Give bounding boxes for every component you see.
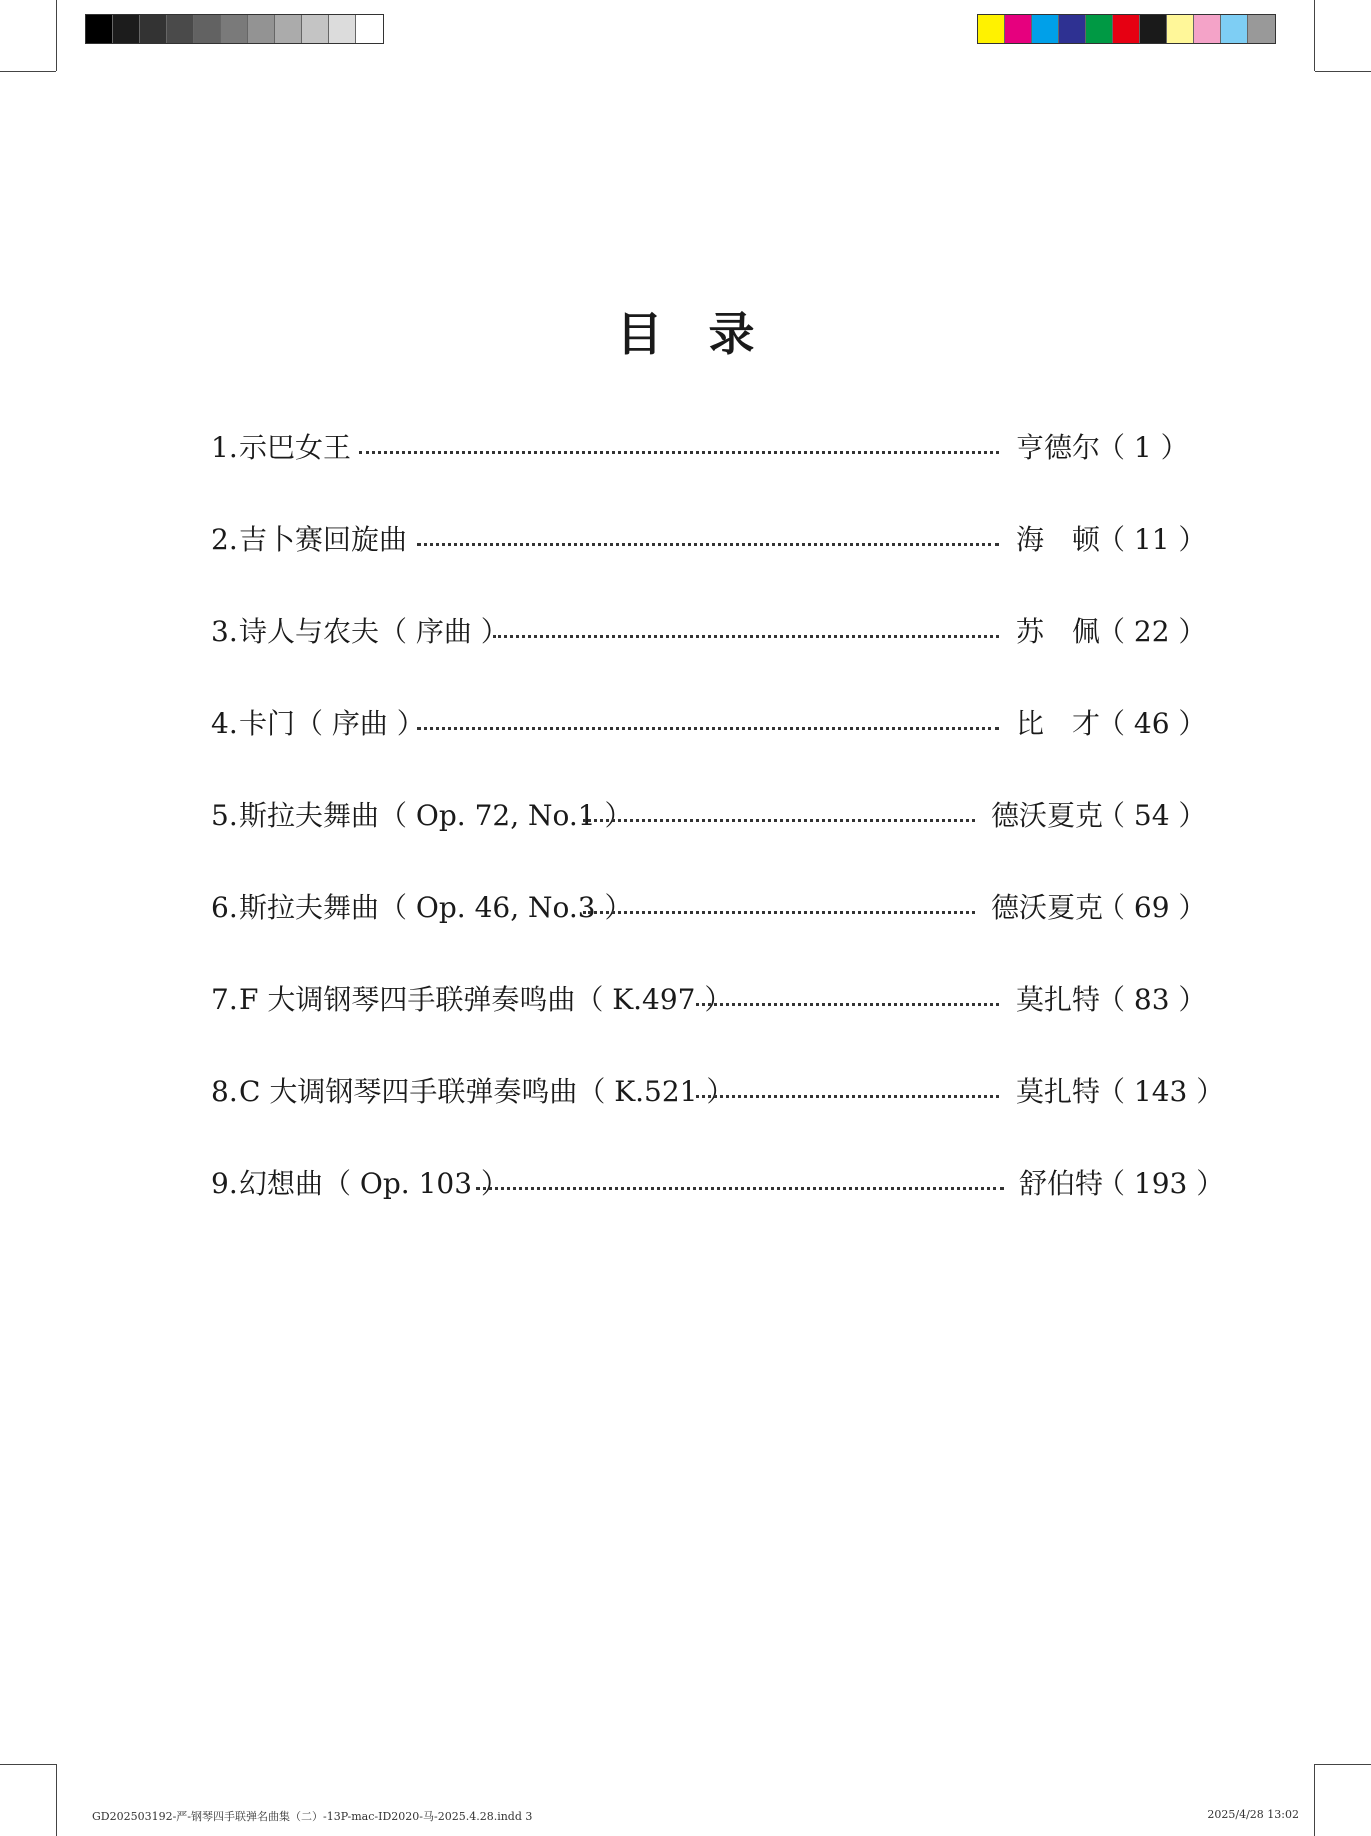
toc-number: 7. xyxy=(211,983,238,1016)
color-swatch xyxy=(1194,15,1221,43)
footer-timestamp: 2025/4/28 13:02 xyxy=(1207,1808,1299,1821)
toc-composer: 莫扎特 xyxy=(1016,1075,1101,1108)
toc-title: 诗人与农夫（ 序曲 ） xyxy=(239,615,509,648)
table-of-contents xyxy=(211,418,1225,1246)
color-swatch xyxy=(1032,15,1059,43)
color-swatch xyxy=(167,15,194,43)
toc-title: 卡门（ 序曲 ） xyxy=(239,707,425,740)
color-swatch xyxy=(1140,15,1167,43)
dot-leader xyxy=(583,819,975,822)
color-swatch xyxy=(1167,15,1194,43)
color-swatch xyxy=(221,15,248,43)
color-swatch xyxy=(140,15,167,43)
toc-composer: 德沃夏克 xyxy=(991,799,1104,832)
toc-row xyxy=(211,510,1207,602)
toc-row xyxy=(211,1154,1225,1246)
page-title: 目录 xyxy=(616,307,801,361)
dot-leader xyxy=(417,727,999,730)
color-swatch xyxy=(1086,15,1113,43)
color-swatch xyxy=(113,15,140,43)
toc-composer: 莫扎特 xyxy=(1016,983,1101,1016)
toc-page: （ 11 ） xyxy=(1097,523,1207,556)
toc-title: 幻想曲（ Op. 103 ） xyxy=(239,1167,509,1200)
color-swatch xyxy=(1005,15,1032,43)
toc-row xyxy=(211,1062,1225,1154)
dot-leader xyxy=(696,1003,999,1006)
color-swatch xyxy=(329,15,356,43)
color-swatch xyxy=(1113,15,1140,43)
toc-title: 吉卜赛回旋曲 xyxy=(239,523,408,556)
toc-number: 4. xyxy=(211,707,238,740)
toc-row xyxy=(211,694,1207,786)
dot-leader xyxy=(417,543,999,546)
color-swatch xyxy=(978,15,1005,43)
color-swatch xyxy=(248,15,275,43)
toc-title: 示巴女王 xyxy=(239,431,352,464)
dot-leader xyxy=(583,911,975,914)
toc-row xyxy=(211,786,1207,878)
toc-page: （ 54 ） xyxy=(1097,799,1207,832)
toc-page: （ 46 ） xyxy=(1097,707,1207,740)
color-swatch xyxy=(86,15,113,43)
toc-number: 1. xyxy=(211,431,238,464)
toc-number: 2. xyxy=(211,523,238,556)
color-swatch xyxy=(302,15,329,43)
color-swatch xyxy=(275,15,302,43)
dot-leader xyxy=(476,1187,1004,1190)
toc-number: 9. xyxy=(211,1167,238,1200)
toc-number: 8. xyxy=(211,1075,238,1108)
toc-composer: 海 顿 xyxy=(1016,523,1101,556)
color-swatch xyxy=(1059,15,1086,43)
toc-number: 3. xyxy=(211,615,238,648)
toc-page: （ 1 ） xyxy=(1097,431,1189,464)
toc-title: F 大调钢琴四手联弹奏鸣曲（ K.497 ） xyxy=(239,983,733,1016)
crop-mark xyxy=(1315,1764,1371,1765)
color-registration-bar xyxy=(977,14,1276,44)
color-swatch xyxy=(1221,15,1248,43)
color-swatch xyxy=(194,15,221,43)
dot-leader xyxy=(696,1095,999,1098)
toc-page: （ 143 ） xyxy=(1097,1075,1225,1108)
toc-page: （ 69 ） xyxy=(1097,891,1207,924)
color-swatch xyxy=(1248,15,1275,43)
footer-file-info: GD202503192-严-钢琴四手联弹名曲集（二）-13P-mac-ID2020-马-2025.4.28.indd 3 xyxy=(92,1810,533,1823)
crop-mark xyxy=(56,1764,57,1836)
crop-mark xyxy=(1314,0,1315,71)
toc-row xyxy=(211,418,1194,510)
toc-title: 斯拉夫舞曲（ Op. 46, No.3 ） xyxy=(239,891,633,924)
toc-page: （ 83 ） xyxy=(1097,983,1207,1016)
toc-row xyxy=(211,878,1207,970)
toc-row xyxy=(211,970,1207,1062)
toc-number: 6. xyxy=(211,891,238,924)
dot-leader xyxy=(359,451,999,454)
dot-leader xyxy=(493,635,999,638)
toc-composer: 德沃夏克 xyxy=(991,891,1104,924)
toc-composer: 亨德尔 xyxy=(1016,431,1101,464)
toc-composer: 比 才 xyxy=(1016,707,1101,740)
toc-composer: 舒伯特 xyxy=(1019,1167,1104,1200)
crop-mark xyxy=(1315,71,1371,72)
toc-page: （ 22 ） xyxy=(1097,615,1207,648)
toc-row xyxy=(211,602,1207,694)
toc-composer: 苏 佩 xyxy=(1016,615,1101,648)
color-swatch xyxy=(356,15,383,43)
crop-mark xyxy=(0,71,56,72)
toc-number: 5. xyxy=(211,799,238,832)
toc-title: C 大调钢琴四手联弹奏鸣曲（ K.521 ） xyxy=(239,1075,735,1108)
crop-mark xyxy=(1314,1764,1315,1836)
toc-page: （ 193 ） xyxy=(1097,1167,1225,1200)
crop-mark xyxy=(0,1764,56,1765)
crop-mark xyxy=(56,0,57,71)
grayscale-registration-bar xyxy=(85,14,384,44)
toc-title: 斯拉夫舞曲（ Op. 72, No.1 ） xyxy=(239,799,633,832)
